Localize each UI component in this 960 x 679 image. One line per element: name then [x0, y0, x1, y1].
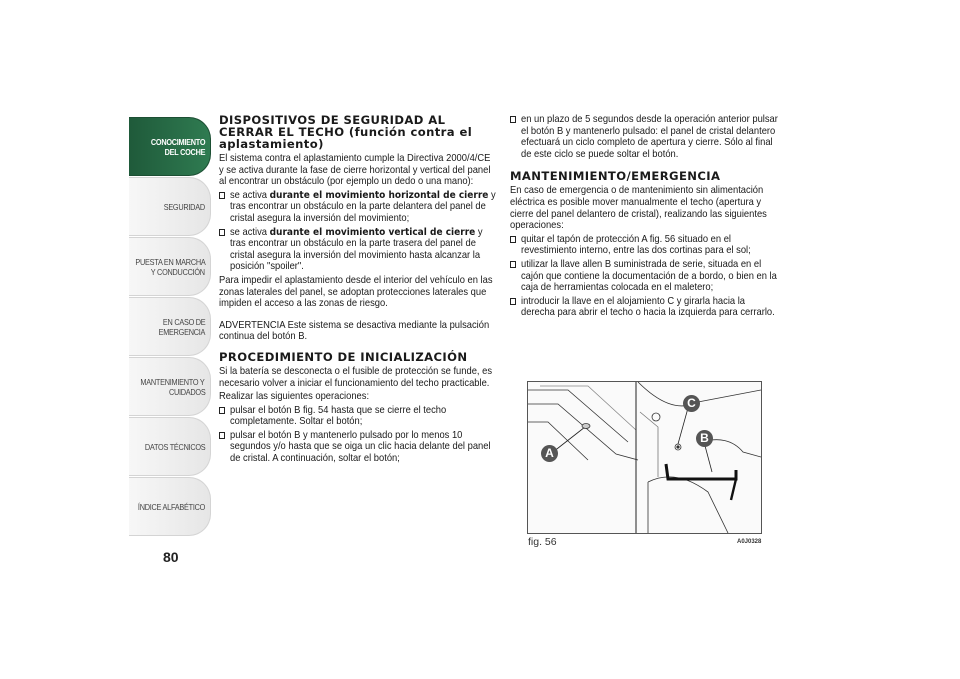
paragraph: Para impedir el aplastamiento desde el interior del vehículo en las zonas laterales del panel, se adoptan protecciones laterales que impiden el acceso a las zonas de riesgo.: [219, 274, 493, 310]
right-column: [510, 114, 782, 321]
sidebar-tab-label: CUIDADOS: [168, 386, 205, 397]
chapter-sidebar: [129, 117, 211, 537]
sidebar-tab-conocimiento[interactable]: [129, 117, 211, 176]
figure-56-illustration: [527, 381, 762, 534]
bullet-item: utilizar la llave allen B suministrada de serie, situada en el cajón que contiene la documentación de a bordo, o bien en la caja de herramientas colocada en el maletero;: [510, 259, 782, 294]
left-column: [219, 114, 499, 467]
bullet-item: se activa durante el movimiento vertical de cierre y tras encontrar un obstáculo en la parte trasera del panel de cristal asegura la inversión del movimiento hasta alcanzar la posición "spoiler".: [219, 227, 499, 273]
sidebar-tab-indice[interactable]: [129, 477, 211, 536]
roof-mechanism-drawing: [528, 382, 761, 533]
callout-b: B: [696, 430, 713, 447]
bullet-item: introducir la llave en el alojamiento C y girarla hacia la derecha para abrir el techo o hacia la izquierda para cerrarlo.: [510, 296, 782, 319]
callout-a: A: [541, 445, 558, 462]
figure-code: A0J0328: [737, 539, 762, 545]
checkbox-bullet-icon: [510, 298, 516, 305]
sidebar-tab-seguridad[interactable]: [129, 177, 211, 236]
sidebar-tab-label: EMERGENCIA: [158, 326, 205, 337]
bullet-item: se activa durante el movimiento horizontal de cierre y tras encontrar un obstáculo en la parte delantera del panel de cristal asegura la inversión del movimiento;: [219, 190, 499, 225]
bullet-item: quitar el tapón de protección A fig. 56 situado en el revestimiento interno, entre las dos cortinas para el sol;: [510, 234, 782, 257]
figure-caption: fig. 56: [528, 536, 557, 548]
sidebar-tab-label: SEGURIDAD: [163, 201, 205, 212]
paragraph: El sistema contra el aplastamiento cumple la Directiva 2000/4/CE y se activa durante la fase de cierre horizontal y vertical del panel al encontrar un obstáculo (por ejemplo un dedo o una mano):: [219, 153, 491, 188]
sidebar-tab-label: DEL COCHE: [164, 146, 205, 157]
checkbox-bullet-icon: [219, 432, 225, 439]
warning-paragraph: ADVERTENCIA Este sistema se desactiva mediante la pulsación continua del botón B.: [219, 319, 490, 343]
bullet-item: pulsar el botón B y mantenerlo pulsado por lo menos 10 segundos y/o hasta que se oiga un clic hacia delante del panel de cristal. A continuación, soltar el botón;: [219, 430, 499, 465]
section-heading: DISPOSITIVOS DE SEGURIDAD AL CERRAR EL TECHO (función contra el aplastamiento): [219, 113, 473, 151]
sidebar-tab-label: CONOCIMIENTO: [150, 136, 205, 147]
paragraph: En caso de emergencia o de mantenimiento sin alimentación eléctrica es posible mover manualmente el techo (apertura y cierre del panel delantero de cristal), realizando las siguientes operaciones:: [510, 185, 767, 232]
sidebar-tab-emergencia[interactable]: [129, 297, 211, 356]
callout-c: C: [683, 395, 700, 412]
checkbox-bullet-icon: [510, 236, 516, 243]
sidebar-tab-label: MANTENIMIENTO Y: [140, 376, 205, 387]
checkbox-bullet-icon: [219, 229, 225, 236]
sidebar-tab-label: EN CASO DE: [162, 316, 205, 327]
sidebar-tab-mantenimiento[interactable]: [129, 357, 211, 416]
sidebar-tab-puesta-en-marcha[interactable]: [129, 237, 211, 296]
section-heading: PROCEDIMIENTO DE INICIALIZACIÓN: [219, 349, 468, 364]
checkbox-bullet-icon: [510, 116, 516, 123]
sidebar-tab-datos-tecnicos[interactable]: [129, 417, 211, 476]
sidebar-tab-label: DATOS TÉCNICOS: [144, 441, 205, 452]
sidebar-tab-label: PUESTA EN MARCHA: [134, 256, 205, 267]
paragraph: Realizar las siguientes operaciones:: [219, 391, 370, 403]
page-number: 80: [163, 549, 179, 565]
checkbox-bullet-icon: [219, 407, 225, 414]
bullet-item: pulsar el botón B fig. 54 hasta que se cierre el techo completamente. Soltar el botón;: [219, 405, 499, 428]
checkbox-bullet-icon: [219, 192, 225, 199]
bullet-item: en un plazo de 5 segundos desde la operación anterior pulsar el botón B y mantenerlo pulsado: el panel de cristal delantero efectuará un ciclo completo de apertura y cierre. Sólo al final de este ciclo se puede soltar el botón.: [510, 114, 782, 160]
sidebar-tab-label: Y CONDUCCIÓN: [150, 266, 205, 277]
paragraph: Si la batería se desconecta o el fusible de protección se funde, es necesario volver a iniciar el funcionamiento del techo practicable.: [219, 365, 493, 389]
section-heading: MANTENIMIENTO/EMERGENCIA: [510, 169, 721, 184]
sidebar-tab-label: ÍNDICE ALFABÉTICO: [137, 501, 205, 512]
checkbox-bullet-icon: [510, 261, 516, 268]
